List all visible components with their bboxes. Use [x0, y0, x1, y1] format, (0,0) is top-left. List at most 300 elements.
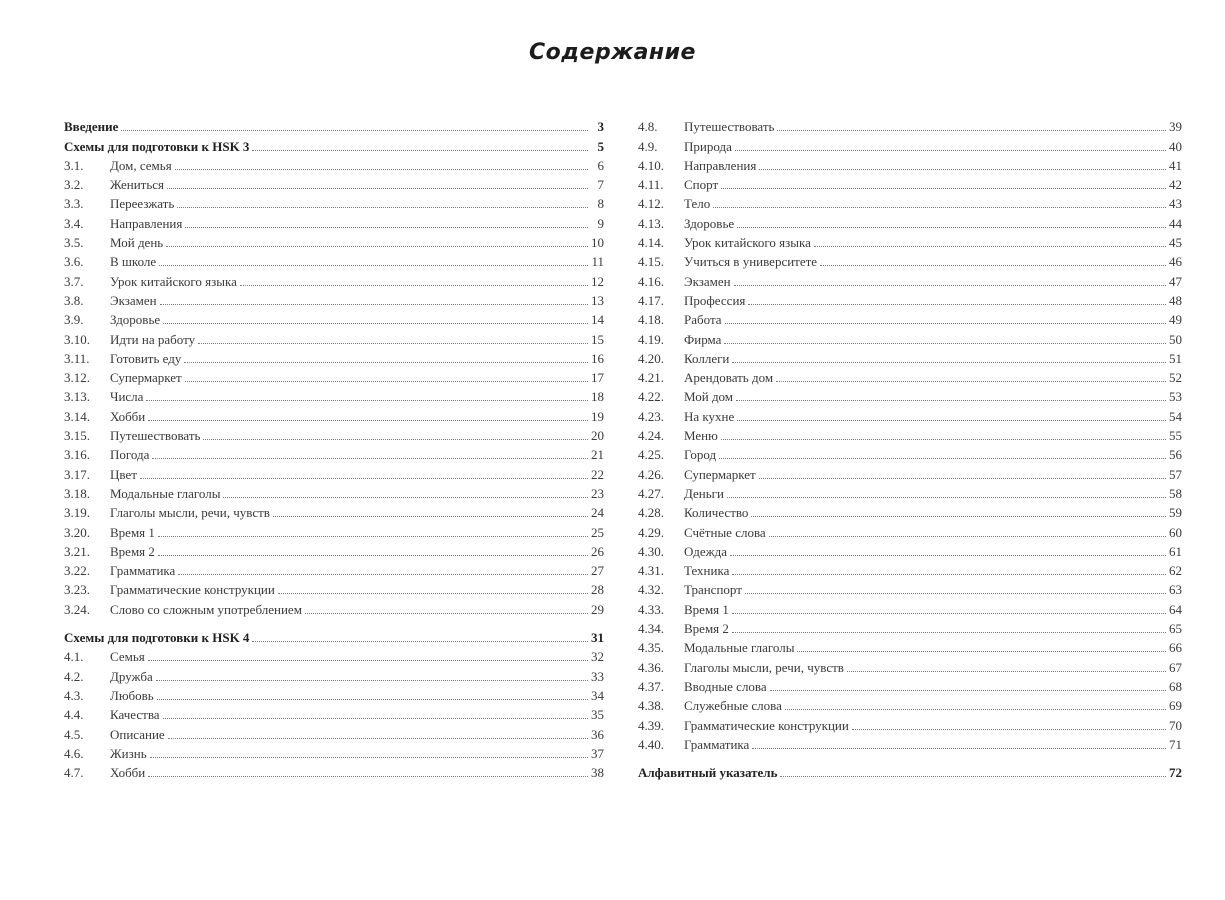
toc-entry-number: 3.6.: [64, 254, 84, 270]
toc-entry: [64, 645, 604, 664]
dot-leader: [721, 439, 1166, 440]
dot-leader: [166, 246, 588, 247]
toc-entry-page: 33: [591, 668, 604, 684]
toc-entry-label: В школе: [110, 254, 157, 270]
toc-entry-label: Учиться в университете: [684, 254, 818, 270]
dot-leader: [737, 420, 1166, 421]
dot-leader: [156, 680, 588, 681]
toc-entry-page: 11: [591, 254, 604, 270]
toc-entry: [638, 655, 1182, 674]
dot-leader: [713, 207, 1166, 208]
toc-entry-number: 4.31.: [638, 563, 664, 579]
toc-entry: [64, 250, 604, 269]
dot-leader: [752, 748, 1166, 749]
dot-leader: [776, 381, 1166, 382]
toc-left-column: [64, 115, 604, 780]
toc-entry-label: Спорт: [684, 177, 719, 193]
toc-entry-label: Введение: [64, 119, 119, 135]
toc-entry-page: 29: [591, 601, 604, 617]
toc-entry-label: Одежда: [684, 543, 727, 559]
dot-leader: [777, 130, 1166, 131]
toc-entry-page: 27: [591, 563, 604, 579]
toc-entry-page: 24: [591, 505, 604, 521]
toc-section: [64, 134, 604, 153]
toc-entry-number: 3.21.: [64, 543, 90, 559]
toc-entry: [64, 385, 604, 404]
toc-entry-page: 47: [1169, 273, 1182, 289]
dot-leader: [847, 671, 1166, 672]
toc-entry-number: 4.19.: [638, 331, 664, 347]
toc-entry-page: 38: [591, 765, 604, 781]
toc-entry-page: 23: [591, 485, 604, 501]
toc-entry-label: Жизнь: [110, 745, 147, 761]
toc-entry-label: Жениться: [110, 177, 165, 193]
toc-entry-page: 19: [591, 408, 604, 424]
toc-entry-number: 4.24.: [638, 428, 664, 444]
dot-leader: [785, 709, 1166, 710]
toc-entry-page: 57: [1169, 466, 1182, 482]
toc-entry-number: 4.21.: [638, 370, 664, 386]
toc-entry-page: 72: [1169, 765, 1182, 781]
dot-leader: [725, 323, 1166, 324]
toc-entry: [64, 443, 604, 462]
toc-entry-page: 7: [597, 177, 604, 193]
toc-entry: [638, 713, 1182, 732]
toc-entry-number: 4.11.: [638, 177, 664, 193]
toc-entry: [64, 327, 604, 346]
toc-entry-label: Семья: [110, 649, 145, 665]
toc-entry: [64, 501, 604, 520]
toc-entry: [638, 173, 1182, 192]
toc-entry-page: 18: [591, 389, 604, 405]
toc-entry-number: 4.40.: [638, 736, 664, 752]
toc-entry-label: Дружба: [110, 668, 153, 684]
toc-section: [64, 115, 604, 134]
dot-leader: [223, 497, 588, 498]
dot-leader: [852, 729, 1166, 730]
toc-entry: [64, 520, 604, 539]
toc-entry-label: Коллеги: [684, 350, 730, 366]
toc-entry-label: Качества: [110, 707, 160, 723]
toc-entry-page: 49: [1169, 312, 1182, 328]
toc-entry-label: Время 2: [110, 543, 155, 559]
toc-entry-label: Арендовать дом: [684, 370, 774, 386]
toc-entry-label: Глаголы мысли, речи, чувств: [684, 659, 844, 675]
dot-leader: [185, 227, 588, 228]
toc-entry-number: 4.35.: [638, 640, 664, 656]
dot-leader: [751, 516, 1166, 517]
toc-entry-label: Экзамен: [110, 292, 157, 308]
toc-entry-number: 3.13.: [64, 389, 90, 405]
toc-entry-label: Готовить еду: [110, 350, 182, 366]
toc-entry: [638, 540, 1182, 559]
toc-entry: [638, 501, 1182, 520]
dot-leader: [737, 227, 1166, 228]
toc-entry-label: Путешествовать: [684, 119, 775, 135]
toc-entry-label: Время 1: [110, 524, 155, 540]
toc-entry-label: Урок китайского языка: [110, 273, 237, 289]
dot-leader: [148, 420, 588, 421]
dot-leader: [146, 400, 588, 401]
toc-entry-number: 4.39.: [638, 717, 664, 733]
toc-entry-label: Экзамен: [684, 273, 731, 289]
toc-entry-page: 37: [591, 745, 604, 761]
toc-entry-number: 3.4.: [64, 215, 84, 231]
dot-leader: [732, 613, 1166, 614]
toc-entry-number: 4.14.: [638, 235, 664, 251]
toc-entry-number: 4.37.: [638, 678, 664, 694]
toc-entry: [64, 404, 604, 423]
toc-entry: [64, 540, 604, 559]
toc-entry: [64, 578, 604, 597]
toc-entry: [64, 559, 604, 578]
toc-entry-number: 3.5.: [64, 235, 84, 251]
toc-entry-page: 17: [591, 370, 604, 386]
toc-entry-page: 35: [591, 707, 604, 723]
toc-entry-number: 4.9.: [638, 138, 658, 154]
dot-leader: [727, 497, 1166, 498]
toc-entry-label: Деньги: [684, 485, 724, 501]
toc-entry-label: Погода: [110, 447, 150, 463]
toc-entry-page: 15: [591, 331, 604, 347]
dot-leader: [732, 362, 1166, 363]
toc-entry-number: 4.18.: [638, 312, 664, 328]
toc-entry-page: 9: [597, 215, 604, 231]
toc-entry: [64, 173, 604, 192]
dot-leader: [203, 439, 588, 440]
toc-entry-page: 13: [591, 292, 604, 308]
toc-entry-page: 54: [1169, 408, 1182, 424]
toc-entry-page: 41: [1169, 157, 1182, 173]
toc-entry-label: Количество: [684, 505, 749, 521]
dot-leader: [734, 285, 1166, 286]
dot-leader: [159, 265, 588, 266]
toc-entry: [638, 192, 1182, 211]
toc-entry-label: Алфавитный указатель: [638, 765, 778, 781]
toc-entry-label: Направления: [684, 157, 757, 173]
toc-entry-page: 71: [1169, 736, 1182, 752]
dot-leader: [769, 536, 1166, 537]
dot-leader: [820, 265, 1166, 266]
dot-leader: [252, 641, 588, 642]
toc-entry-label: Меню: [684, 428, 718, 444]
toc-entry: [638, 269, 1182, 288]
toc-entry-number: 3.14.: [64, 408, 90, 424]
dot-leader: [163, 718, 588, 719]
toc-entry-label: Город: [684, 447, 717, 463]
toc-entry: [638, 617, 1182, 636]
dot-leader: [240, 285, 588, 286]
toc-entry-number: 4.26.: [638, 466, 664, 482]
toc-entry: [638, 462, 1182, 481]
toc-entry-page: 48: [1169, 292, 1182, 308]
toc-entry: [64, 664, 604, 683]
toc-entry-number: 4.7.: [64, 765, 84, 781]
dot-leader: [759, 478, 1166, 479]
toc-entry-number: 4.1.: [64, 649, 84, 665]
dot-leader: [167, 188, 588, 189]
toc-entry-number: 3.22.: [64, 563, 90, 579]
toc-entry-page: 6: [597, 157, 604, 173]
toc-entry-label: Фирма: [684, 331, 722, 347]
toc-entry-label: Время 1: [684, 601, 729, 617]
toc-entry-number: 3.19.: [64, 505, 90, 521]
toc-entry-number: 4.32.: [638, 582, 664, 598]
toc-entry-number: 4.23.: [638, 408, 664, 424]
dot-leader: [157, 699, 588, 700]
dot-leader: [724, 343, 1166, 344]
toc-entry: [638, 733, 1182, 752]
toc-entry-label: Переезжать: [110, 196, 175, 212]
dot-leader: [732, 632, 1166, 633]
dot-leader: [163, 323, 588, 324]
dot-leader: [770, 690, 1166, 691]
toc-entry-page: 10: [591, 235, 604, 251]
dot-leader: [748, 304, 1166, 305]
toc-entry-page: 69: [1169, 698, 1182, 714]
toc-entry: [64, 269, 604, 288]
toc-entry-number: 3.20.: [64, 524, 90, 540]
toc-entry: [64, 597, 604, 616]
toc-entry-label: Здоровье: [110, 312, 161, 328]
toc-entry-number: 4.22.: [638, 389, 664, 405]
toc-entry-page: 53: [1169, 389, 1182, 405]
toc-entry-page: 56: [1169, 447, 1182, 463]
toc-entry-number: 4.28.: [638, 505, 664, 521]
dot-leader: [177, 207, 588, 208]
toc-entry-label: Транспорт: [684, 582, 742, 598]
dot-leader: [198, 343, 588, 344]
dot-leader: [152, 458, 588, 459]
toc-entry-label: Хобби: [110, 408, 146, 424]
toc-entry-page: 31: [591, 630, 604, 646]
toc-entry-page: 28: [591, 582, 604, 598]
toc-right-column: [638, 115, 1182, 780]
toc-entry-page: 44: [1169, 215, 1182, 231]
toc-entry-number: 3.18.: [64, 485, 90, 501]
toc-entry: [64, 424, 604, 443]
dot-leader: [160, 304, 588, 305]
toc-entry: [638, 597, 1182, 616]
toc-entry-label: На кухне: [684, 408, 735, 424]
toc-entry-label: Дом, семья: [110, 157, 172, 173]
toc-entry: [638, 231, 1182, 250]
toc-entry-page: 70: [1169, 717, 1182, 733]
toc-entry-number: 3.10.: [64, 331, 90, 347]
toc-entry-page: 42: [1169, 177, 1182, 193]
toc-entry-label: Тело: [684, 196, 711, 212]
toc-entry-label: Служебные слова: [684, 698, 782, 714]
dot-leader: [719, 458, 1166, 459]
dot-leader: [278, 593, 588, 594]
toc-entry: [64, 347, 604, 366]
toc-entry-number: 3.9.: [64, 312, 84, 328]
toc-entry-number: 4.5.: [64, 726, 84, 742]
toc-entry-number: 3.1.: [64, 157, 84, 173]
toc-entry: [64, 308, 604, 327]
toc-entry: [64, 722, 604, 741]
toc-entry: [638, 694, 1182, 713]
dot-leader: [140, 478, 588, 479]
toc-entry-number: 4.29.: [638, 524, 664, 540]
toc-entry-number: 4.38.: [638, 698, 664, 714]
toc-entry-page: 63: [1169, 582, 1182, 598]
toc-entry: [638, 520, 1182, 539]
dot-leader: [121, 130, 588, 131]
toc-entry-label: Вводные слова: [684, 678, 767, 694]
toc-entry-page: 32: [591, 649, 604, 665]
toc-entry-page: 59: [1169, 505, 1182, 521]
toc-entry: [64, 462, 604, 481]
toc-entry: [638, 366, 1182, 385]
toc-entry: [638, 154, 1182, 173]
toc-entry-number: 4.16.: [638, 273, 664, 289]
toc-entry-number: 4.27.: [638, 485, 664, 501]
toc-entry-label: Глаголы мысли, речи, чувств: [110, 505, 270, 521]
toc-entry: [64, 366, 604, 385]
toc-entry-label: Любовь: [110, 687, 154, 703]
dot-leader: [148, 660, 588, 661]
toc-entry-number: 4.36.: [638, 659, 664, 675]
toc-entry: [64, 231, 604, 250]
toc-entry-number: 3.11.: [64, 350, 90, 366]
toc-section: [64, 626, 604, 645]
dot-leader: [158, 555, 588, 556]
toc-entry-page: 67: [1169, 659, 1182, 675]
toc-entry: [638, 347, 1182, 366]
dot-leader: [158, 536, 588, 537]
toc-entry: [64, 211, 604, 230]
toc-entry: [638, 404, 1182, 423]
toc-entry-number: 3.12.: [64, 370, 90, 386]
toc-entry-number: 3.24.: [64, 601, 90, 617]
toc-entry-page: 26: [591, 543, 604, 559]
toc-entry: [638, 385, 1182, 404]
toc-entry-page: 25: [591, 524, 604, 540]
dot-leader: [184, 362, 588, 363]
toc-entry-label: Цвет: [110, 466, 137, 482]
toc-entry: [638, 211, 1182, 230]
toc-entry-label: Здоровье: [684, 215, 735, 231]
toc-entry: [64, 703, 604, 722]
toc-entry-label: Модальные глаголы: [684, 640, 795, 656]
toc-entry-label: Слово со сложным употреблением: [110, 601, 302, 617]
toc-entry-label: Грамматические конструкции: [684, 717, 849, 733]
toc-entry-page: 51: [1169, 350, 1182, 366]
toc-entry-number: 4.34.: [638, 621, 664, 637]
toc-entry-page: 55: [1169, 428, 1182, 444]
toc-entry: [638, 443, 1182, 462]
toc-entry-page: 68: [1169, 678, 1182, 694]
toc-entry-page: 43: [1169, 196, 1182, 212]
toc-entry-number: 3.15.: [64, 428, 90, 444]
toc-entry-number: 3.7.: [64, 273, 84, 289]
dot-leader: [732, 574, 1166, 575]
dot-leader: [797, 651, 1166, 652]
toc-entry-page: 50: [1169, 331, 1182, 347]
toc-entry: [64, 684, 604, 703]
dot-leader: [759, 169, 1166, 170]
toc-entry-number: 4.30.: [638, 543, 664, 559]
dot-leader: [730, 555, 1166, 556]
toc-entry-page: 61: [1169, 543, 1182, 559]
toc-entry-label: Идти на работу: [110, 331, 196, 347]
toc-entry-label: Работа: [684, 312, 722, 328]
toc-entry-page: 40: [1169, 138, 1182, 154]
dot-leader: [148, 776, 588, 777]
toc-entry-label: Урок китайского языка: [684, 235, 811, 251]
toc-entry-label: Схемы для подготовки к HSK 3: [64, 138, 250, 154]
toc-entry: [64, 742, 604, 761]
toc-entry: [638, 578, 1182, 597]
toc-entry-label: Супермаркет: [684, 466, 756, 482]
toc-entry: [638, 250, 1182, 269]
toc-entry-label: Супермаркет: [110, 370, 182, 386]
toc-entry-label: Модальные глаголы: [110, 485, 221, 501]
toc-entry-label: Числа: [110, 389, 144, 405]
toc-entry: [638, 559, 1182, 578]
dot-leader: [305, 613, 588, 614]
dot-leader: [185, 381, 588, 382]
toc-entry-number: 4.12.: [638, 196, 664, 212]
toc-entry-number: 4.17.: [638, 292, 664, 308]
toc-entry-number: 4.25.: [638, 447, 664, 463]
toc-entry-page: 34: [591, 687, 604, 703]
toc-entry: [638, 482, 1182, 501]
toc-entry-page: 36: [591, 726, 604, 742]
toc-entry: [638, 327, 1182, 346]
toc-entry-number: 3.3.: [64, 196, 84, 212]
dot-leader: [175, 169, 588, 170]
toc-entry-label: Мой дом: [684, 389, 734, 405]
toc-entry-number: 4.13.: [638, 215, 664, 231]
dot-leader: [735, 150, 1166, 151]
toc-section: [638, 761, 1182, 780]
toc-entry-label: Мой день: [110, 235, 164, 251]
toc-entry-page: 64: [1169, 601, 1182, 617]
dot-leader: [736, 400, 1166, 401]
toc-entry-label: Путешествовать: [110, 428, 201, 444]
toc-entry-page: 52: [1169, 370, 1182, 386]
toc-entry-page: 45: [1169, 235, 1182, 251]
toc-entry: [64, 192, 604, 211]
toc-entry: [638, 289, 1182, 308]
toc-entry: [638, 134, 1182, 153]
toc-entry-number: 4.33.: [638, 601, 664, 617]
toc-entry: [64, 154, 604, 173]
toc-entry-label: Грамматика: [110, 563, 176, 579]
toc-entry-number: 4.8.: [638, 119, 658, 135]
toc-entry: [638, 675, 1182, 694]
dot-leader: [273, 516, 588, 517]
toc-entry-page: 39: [1169, 119, 1182, 135]
toc-entry-page: 8: [597, 196, 604, 212]
page-title: Содержание: [529, 40, 696, 65]
toc-entry-label: Время 2: [684, 621, 729, 637]
toc-entry: [64, 482, 604, 501]
toc-entry-label: Природа: [684, 138, 732, 154]
dot-leader: [745, 593, 1166, 594]
dot-leader: [168, 738, 588, 739]
toc-entry-number: 4.4.: [64, 707, 84, 723]
toc-entry-number: 3.17.: [64, 466, 90, 482]
toc-entry-label: Профессия: [684, 292, 746, 308]
toc-entry-page: 5: [597, 138, 604, 154]
toc-entry-page: 60: [1169, 524, 1182, 540]
toc-entry-label: Техника: [684, 563, 730, 579]
toc-entry-number: 4.3.: [64, 687, 84, 703]
toc-entry: [638, 636, 1182, 655]
